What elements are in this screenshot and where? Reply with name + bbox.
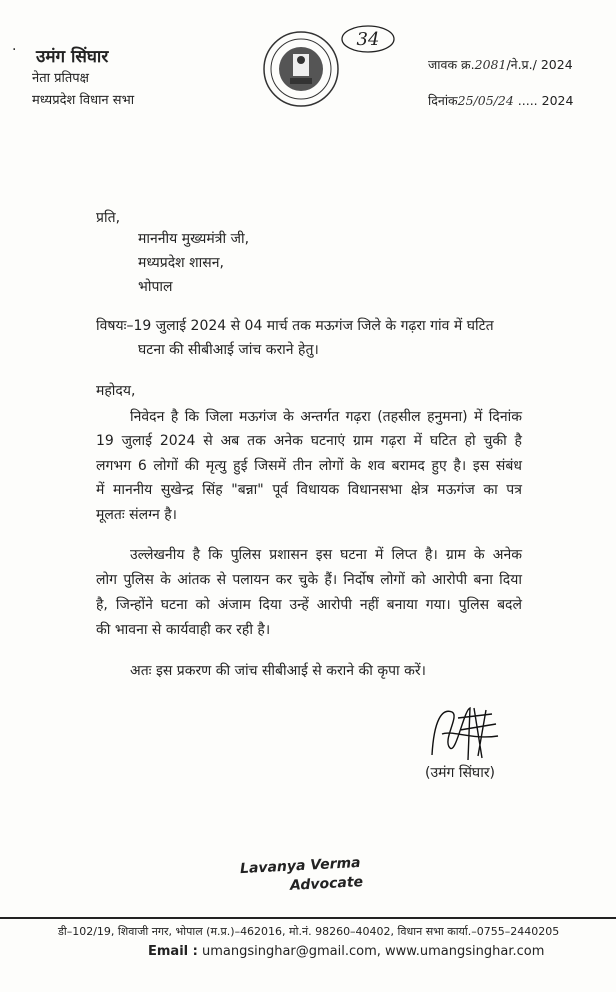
salutation: महोदय, (96, 383, 136, 399)
footer-email-value: umangsinghar@gmail.com, www.umangsinghar.com (201, 944, 545, 959)
to-label: प्रति, (96, 210, 121, 226)
reference-number (428, 56, 573, 73)
letterhead-role-line2: मध्यप्रदेश विधान सभा (32, 93, 135, 108)
letterhead-role-line1: नेता प्रतिपक्ष (32, 71, 90, 86)
paragraph1-line: निवेदन है कि जिला मऊगंज के अन्तर्गत गढ़रा (तहसील हनुमना) में दिनांक (130, 409, 522, 425)
paragraph2-line: की भावना से कार्यवाही कर रही है। (96, 622, 271, 638)
recipient-line3: भोपाल (138, 279, 173, 295)
advocate-stamp-name: Lavanya Verma (239, 854, 361, 878)
paragraph1-line: में माननीय सुखेन्द्र सिंह "बन्ना" पूर्व विधायक विधानसभा क्षेत्र मऊगंज का पत्र (96, 482, 522, 498)
subject-line2: घटना की सीबीआई जांच कराने हेतु। (138, 342, 319, 358)
footer-divider (0, 917, 616, 919)
letter-date: दिनांक25/05/24 ..... 2024 (428, 93, 574, 108)
paragraph1-line: 19 जुलाई 2024 से अब तक अनेक घटनाएं ग्राम गढ़रा में घटित हो चुकी है (96, 433, 522, 449)
circled-number-text: 34 (356, 29, 380, 50)
date-suffix: 2024 (541, 93, 574, 108)
advocate-stamp-title: Advocate (289, 874, 364, 894)
footer-address: डी–102/19, शिवाजी नगर, भोपाल (म.प्र.)–462016, मो.नं. 98260–40402, विधान सभा कार्या.–0755–2440205 (58, 925, 560, 938)
recipient-line2: मध्यप्रदेश शासन, (138, 255, 224, 271)
paragraph2-line: है, जिन्होंने घटना को अंजाम दिया उन्हें आरोपी नहीं बनाया गया। पुलिस बदले (96, 597, 522, 613)
handwritten-signature-icon (412, 700, 512, 770)
date-prefix: दिनांक (428, 93, 458, 108)
margin-mark: . (12, 38, 17, 54)
circled-number (340, 24, 396, 54)
signatory-name: (उमंग सिंघार) (425, 765, 496, 781)
date-handwritten: 25/05/24 (457, 93, 514, 108)
letterhead-name: उमंग सिंघार (36, 47, 109, 67)
paragraph1-line: लगभग 6 लोगों की मृत्यु हुई जिसमें तीन लोगों के शव बरामद हुए है। इस संबंध (96, 458, 522, 474)
footer-email (148, 944, 544, 959)
paragraph2-line: उल्लेखनीय है कि पुलिस प्रशासन इस घटना में लिप्त है। ग्राम के अनेक (130, 547, 522, 563)
recipient-line1: माननीय मुख्यमंत्री जी, (138, 231, 250, 247)
paragraph2-line: लोग पुलिस के आंतक से पलायन कर चुके हैं। निर्दोष लोगों को आरोपी बना दिया (96, 572, 522, 588)
footer-email-label: Email : (148, 944, 198, 959)
subject-line1: विषयः–19 जुलाई 2024 से 04 मार्च तक मऊगंज जिले के गढ़रा गांव में घटित (96, 318, 494, 334)
reference-handwritten: 2081 (474, 57, 507, 72)
paragraph3: अतः इस प्रकरण की जांच सीबीआई से कराने की कृपा करें। (130, 663, 426, 679)
reference-prefix: जावक क्र. (428, 57, 475, 72)
paragraph1-line: मूलतः संलग्न है। (96, 507, 177, 523)
reference-suffix: /ने.प्र./ 2024 (506, 57, 573, 72)
state-emblem-seal-icon (262, 30, 340, 108)
